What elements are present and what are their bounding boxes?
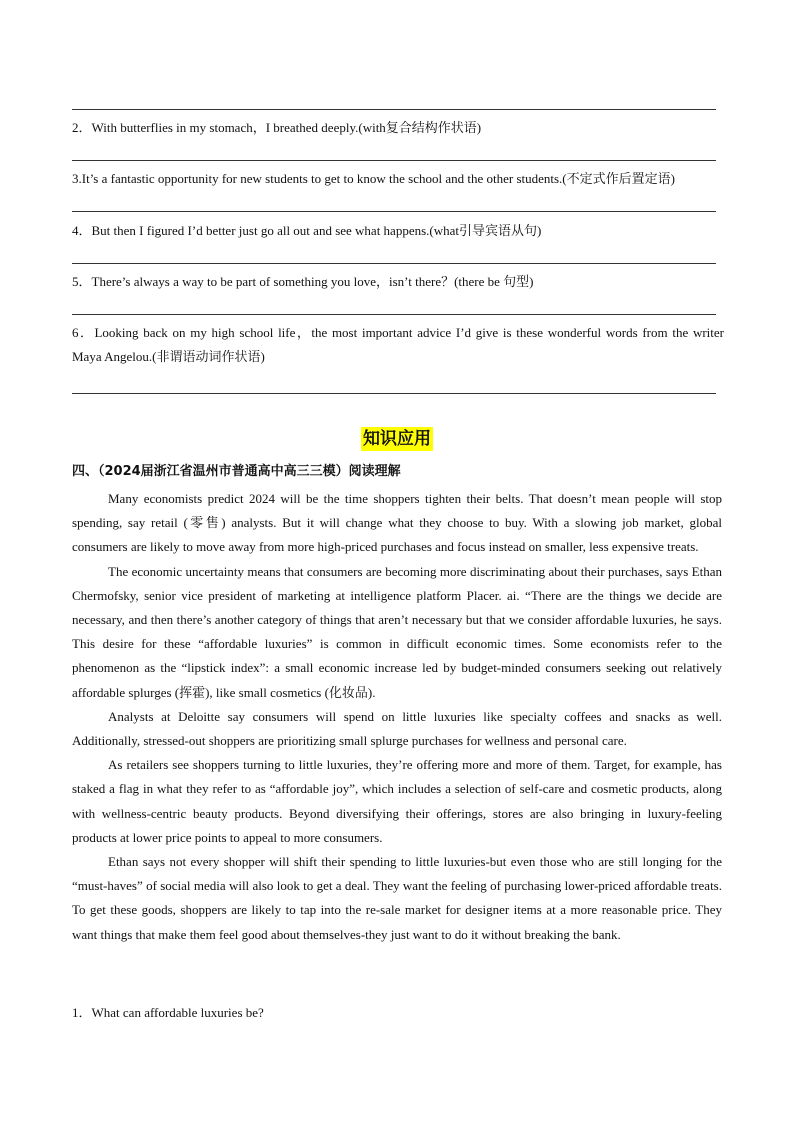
passage-paragraph: Analysts at Deloitte say consumers will spend on little luxuries like specialty coffees and snacks as well. Additionally, stressed-out shoppers are prioritizing small splurge purchases for wellness and personal care. <box>72 708 722 749</box>
exercise-3: 3.It’s a fantastic opportunity for new students to get to know the school and the other students.(不定式作后置定语) <box>72 171 675 186</box>
reading-passage <box>72 487 722 947</box>
exercise-6: 6．Looking back on my high school life，the most important advice I’d give is these wonderful words from the writer Maya Angelou.(非谓语动词作状语) <box>72 325 724 364</box>
passage-paragraph: The economic uncertainty means that consumers are becoming more discriminating about their purchases, says Ethan Chermofsky, senior vice president of marketing at intelligence platform Placer. ai. “There are the things we decide are necessary, and then there’s another category of things that aren’t necessary but that we consider affordable luxuries, he says. This desire for these “affordable luxuries” is common in difficult economic times. Some economists refer to the phenomenon as the “lipstick index”: a small economic increase led by budget-minded consumers seeking out relatively affordable splurges (挥霍), like small cosmetics (化妆品). <box>72 563 722 700</box>
reading-heading: 四、（2024届浙江省温州市普通高中高三三模）阅读理解 <box>72 464 401 479</box>
answer-line <box>72 109 716 110</box>
answer-line[interactable] <box>72 263 716 264</box>
passage-paragraph: As retailers see shoppers turning to little luxuries, they’re offering more and more of them. Target, for example, has staked a flag in what they refer to as “affordable joy”, which includes a selection of self-care and cosmetic products, along with wellness-centric beauty products. Beyond diversifying their offerings, stores are also bringing in luxury-feeling products at lower price points to appeal to more consumers. <box>72 757 722 845</box>
passage-paragraph: Ethan says not every shopper will shift their spending to little luxuries-but even those who are still longing for the “must-haves” of social media will also look to get a deal. They want the feeling of purchasing lower-priced affordable treats. To get these goods, shoppers are likely to tap into the re-sale market for designer items at a more reasonable price. They want things that make them feel good about themselves-they just want to do it without breaking the bank. <box>72 854 722 942</box>
exercise-5: 5．There’s always a way to be part of something you love，isn’t there？(there be 句型) <box>72 274 534 289</box>
passage-paragraph: Many economists predict 2024 will be the time shoppers tighten their belts. That doesn’t mean people will stop spending, say retail (零售) analysts. But it will change what they choose to buy. With a slowing job market, global consumers are likely to move away from more high-priced purchases and focus instead on smaller, less expensive treats. <box>72 491 722 555</box>
section-title-text: 知识应用 <box>363 429 431 449</box>
question-1: 1．What can affordable luxuries be? <box>72 1005 264 1020</box>
exercise-2: 2．With butterflies in my stomach，I breathed deeply.(with复合结构作状语) <box>72 120 482 135</box>
exercise-4: 4．But then I figured I’d better just go all out and see what happens.(what引导宾语从句) <box>72 223 542 238</box>
answer-line[interactable] <box>72 211 716 212</box>
answer-line[interactable] <box>72 314 716 315</box>
answer-line[interactable] <box>72 393 716 394</box>
answer-line[interactable] <box>72 160 716 161</box>
section-title <box>0 427 794 451</box>
